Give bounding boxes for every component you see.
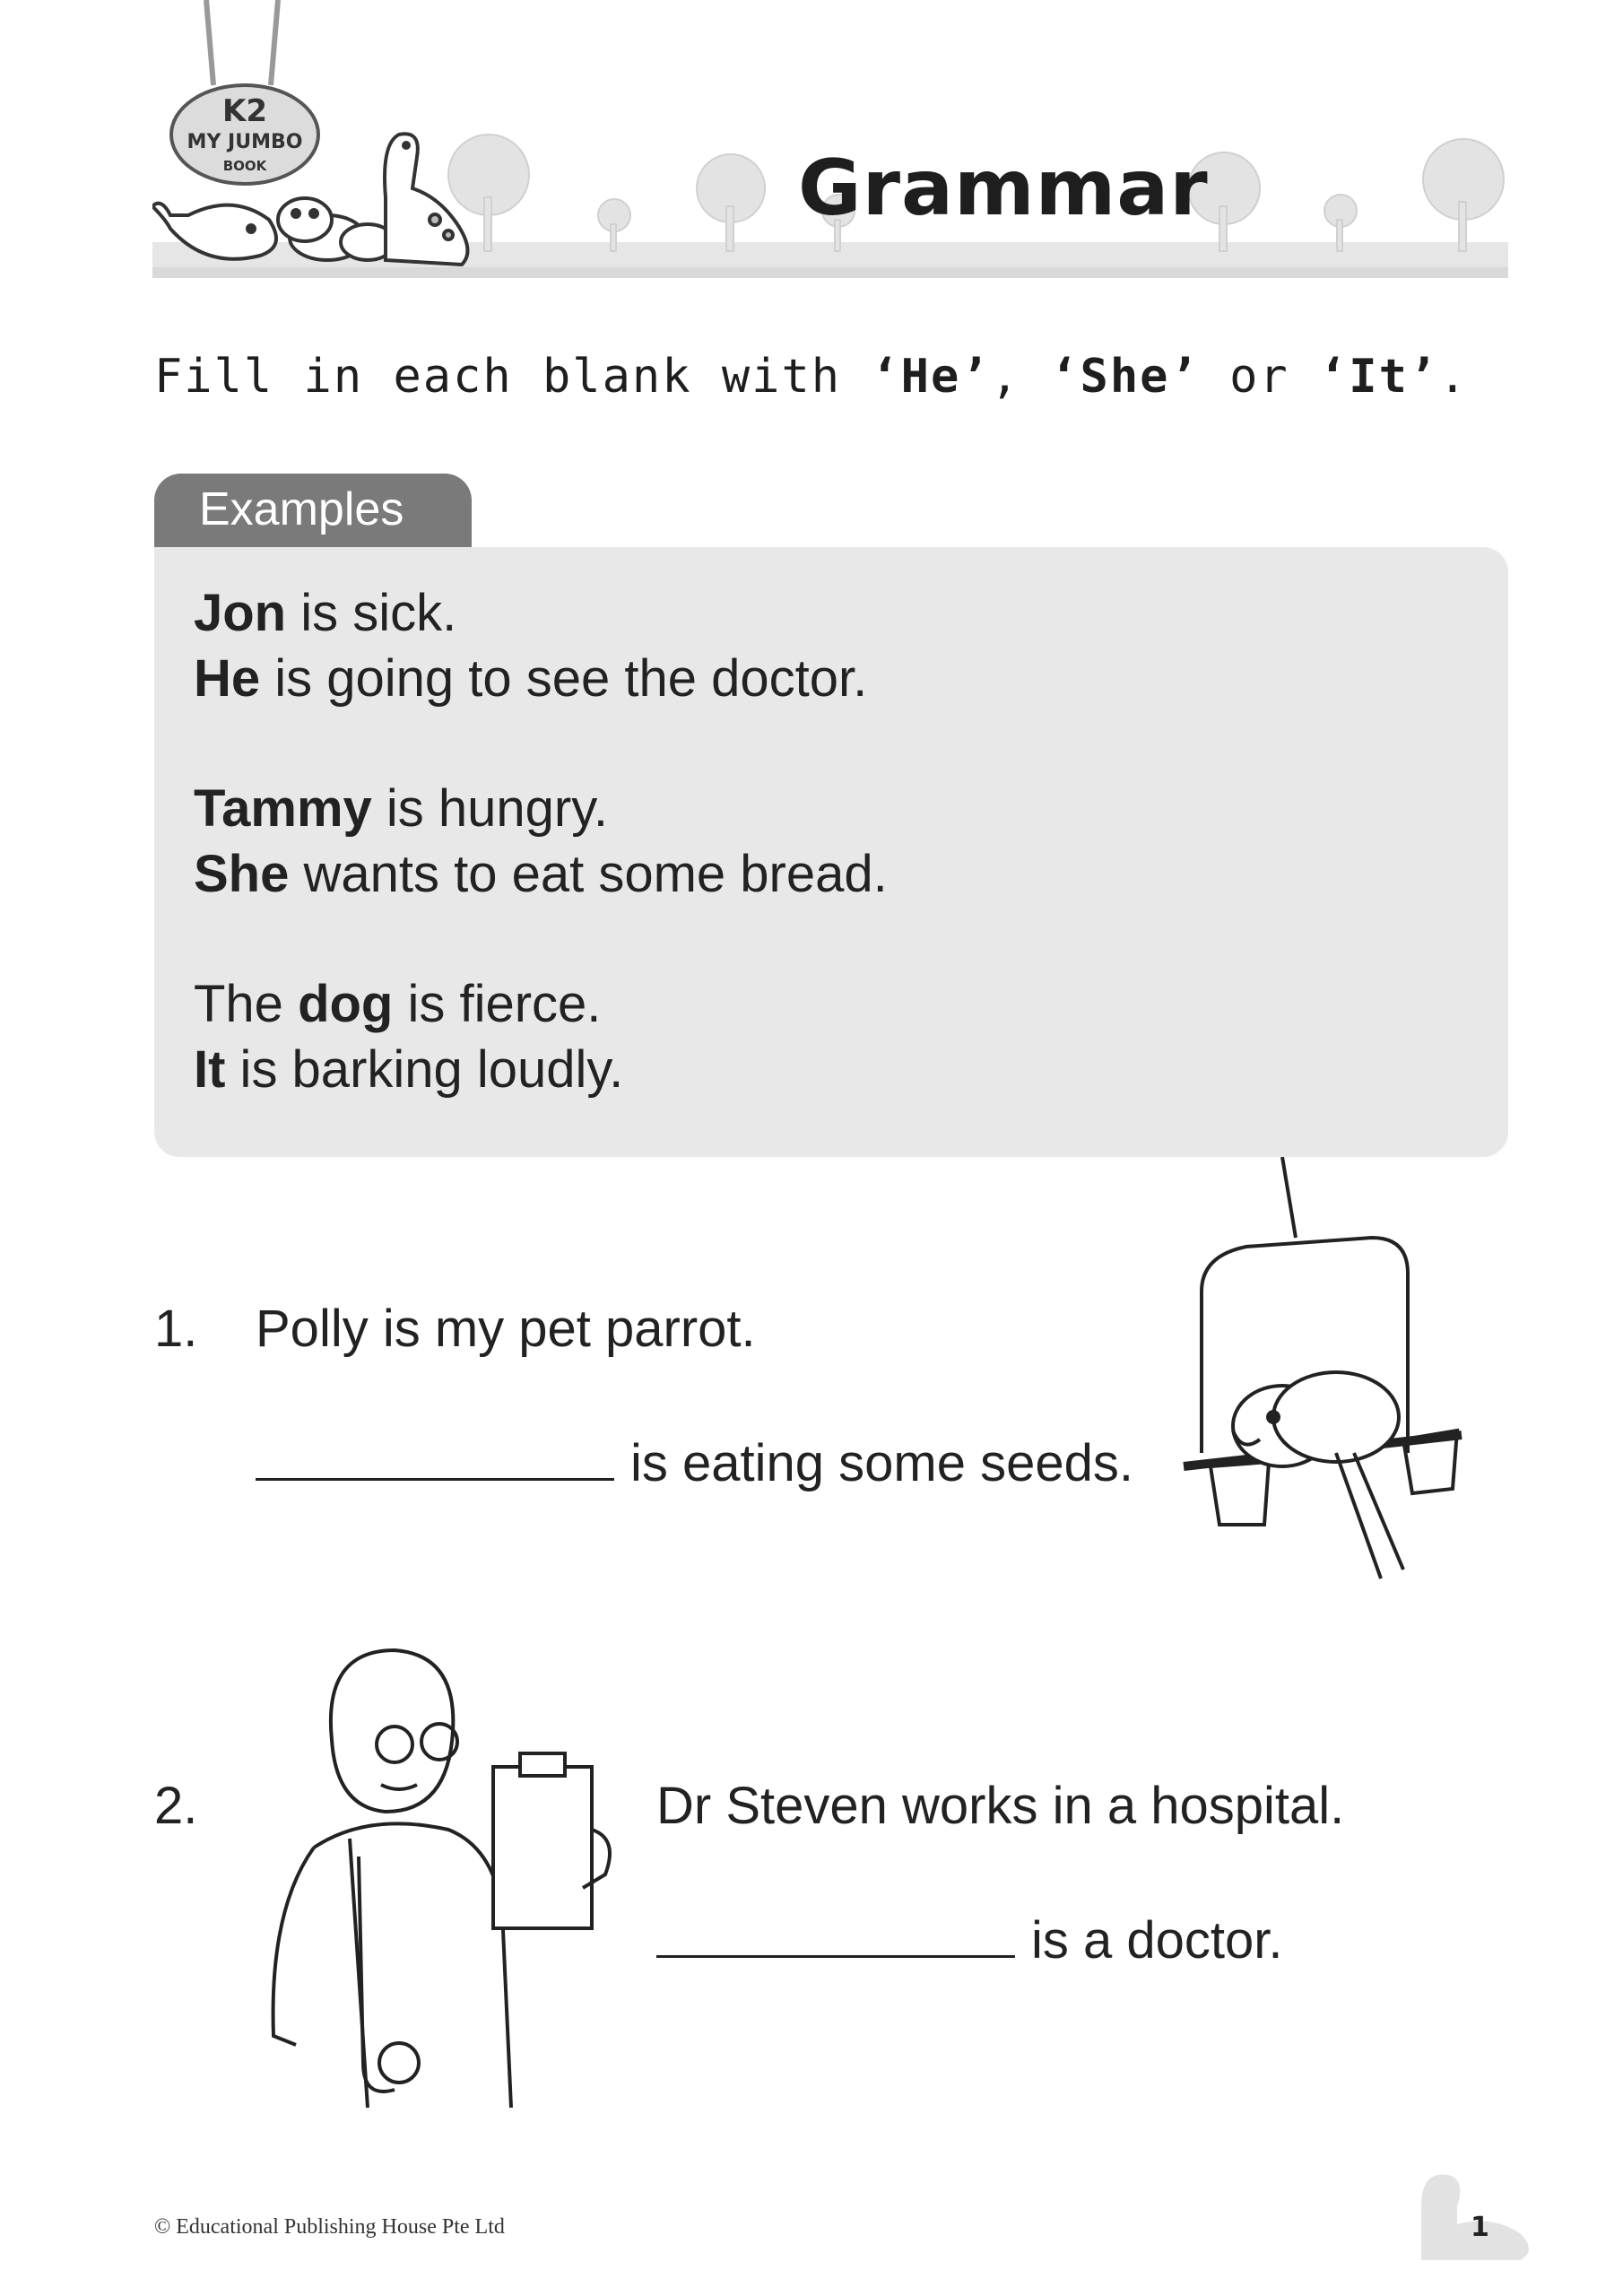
example-text: is going to see the doctor. (260, 649, 868, 708)
example-pronoun: He (194, 649, 261, 708)
example-subject: Jon (194, 584, 287, 642)
answer-blank-1[interactable] (256, 1442, 614, 1481)
example-text: The (194, 975, 299, 1033)
question-2-sentence: Dr Steven works in a hospital. (656, 1777, 1345, 1835)
examples-box (154, 547, 1508, 1157)
instruction-sep1: , (990, 350, 1051, 404)
page-header (152, 0, 1508, 287)
example-text: is fierce. (393, 975, 602, 1033)
page-number: 1 (1471, 2212, 1489, 2243)
question-2-number: 2. (154, 1777, 198, 1835)
example-pronoun: She (194, 845, 290, 903)
example-3-line-1 (194, 974, 601, 1034)
answer-blank-2[interactable] (656, 1919, 1015, 1958)
examples-tab (154, 474, 472, 549)
question-2-blank-rest: is a doctor. (1031, 1911, 1283, 1970)
example-pronoun: It (194, 1040, 226, 1099)
instruction-sep2: or (1199, 350, 1319, 404)
option-he: ‘He’ (871, 350, 991, 404)
option-she: ‘She’ (1050, 350, 1200, 404)
badge-book: BOOK (222, 158, 267, 174)
parrot-illustration (1148, 1157, 1524, 1587)
page-title: Grammar (798, 144, 1209, 233)
question-1-answer-line (256, 1433, 1133, 1493)
option-it: ‘It’ (1319, 350, 1439, 404)
instruction-suffix: . (1438, 350, 1469, 404)
series-badge (169, 81, 321, 188)
example-1-line-1 (194, 583, 456, 643)
example-2-line-1 (194, 778, 608, 839)
instruction-prefix: Fill in each blank with (154, 350, 872, 404)
example-2-line-2 (194, 844, 888, 904)
hippo-icon (278, 198, 395, 260)
example-1-line-2 (194, 648, 867, 709)
badge-series: MY JUMBO (187, 131, 303, 153)
example-text: is hungry. (371, 779, 609, 838)
instruction (154, 350, 1469, 404)
question-1-number: 1. (154, 1300, 198, 1358)
copyright: © Educational Publishing House Pte Ltd (154, 2215, 505, 2239)
examples-tab-label: Examples (199, 483, 404, 535)
example-text: wants to eat some bread. (289, 845, 888, 903)
header-divider (152, 267, 1508, 278)
doctor-illustration (260, 1641, 619, 2117)
example-text: is barking loudly. (225, 1040, 624, 1099)
question-2-answer-line (656, 1910, 1282, 1970)
question-1-sentence: Polly is my pet parrot. (256, 1300, 756, 1358)
example-3-line-2 (194, 1039, 623, 1100)
badge-grade: K2 (221, 93, 267, 129)
header-illustration (152, 0, 1508, 278)
question-1-blank-rest: is eating some seeds. (630, 1434, 1133, 1492)
example-subject: Tammy (194, 779, 372, 838)
example-subject: dog (298, 975, 394, 1033)
example-text: is sick. (286, 584, 457, 642)
